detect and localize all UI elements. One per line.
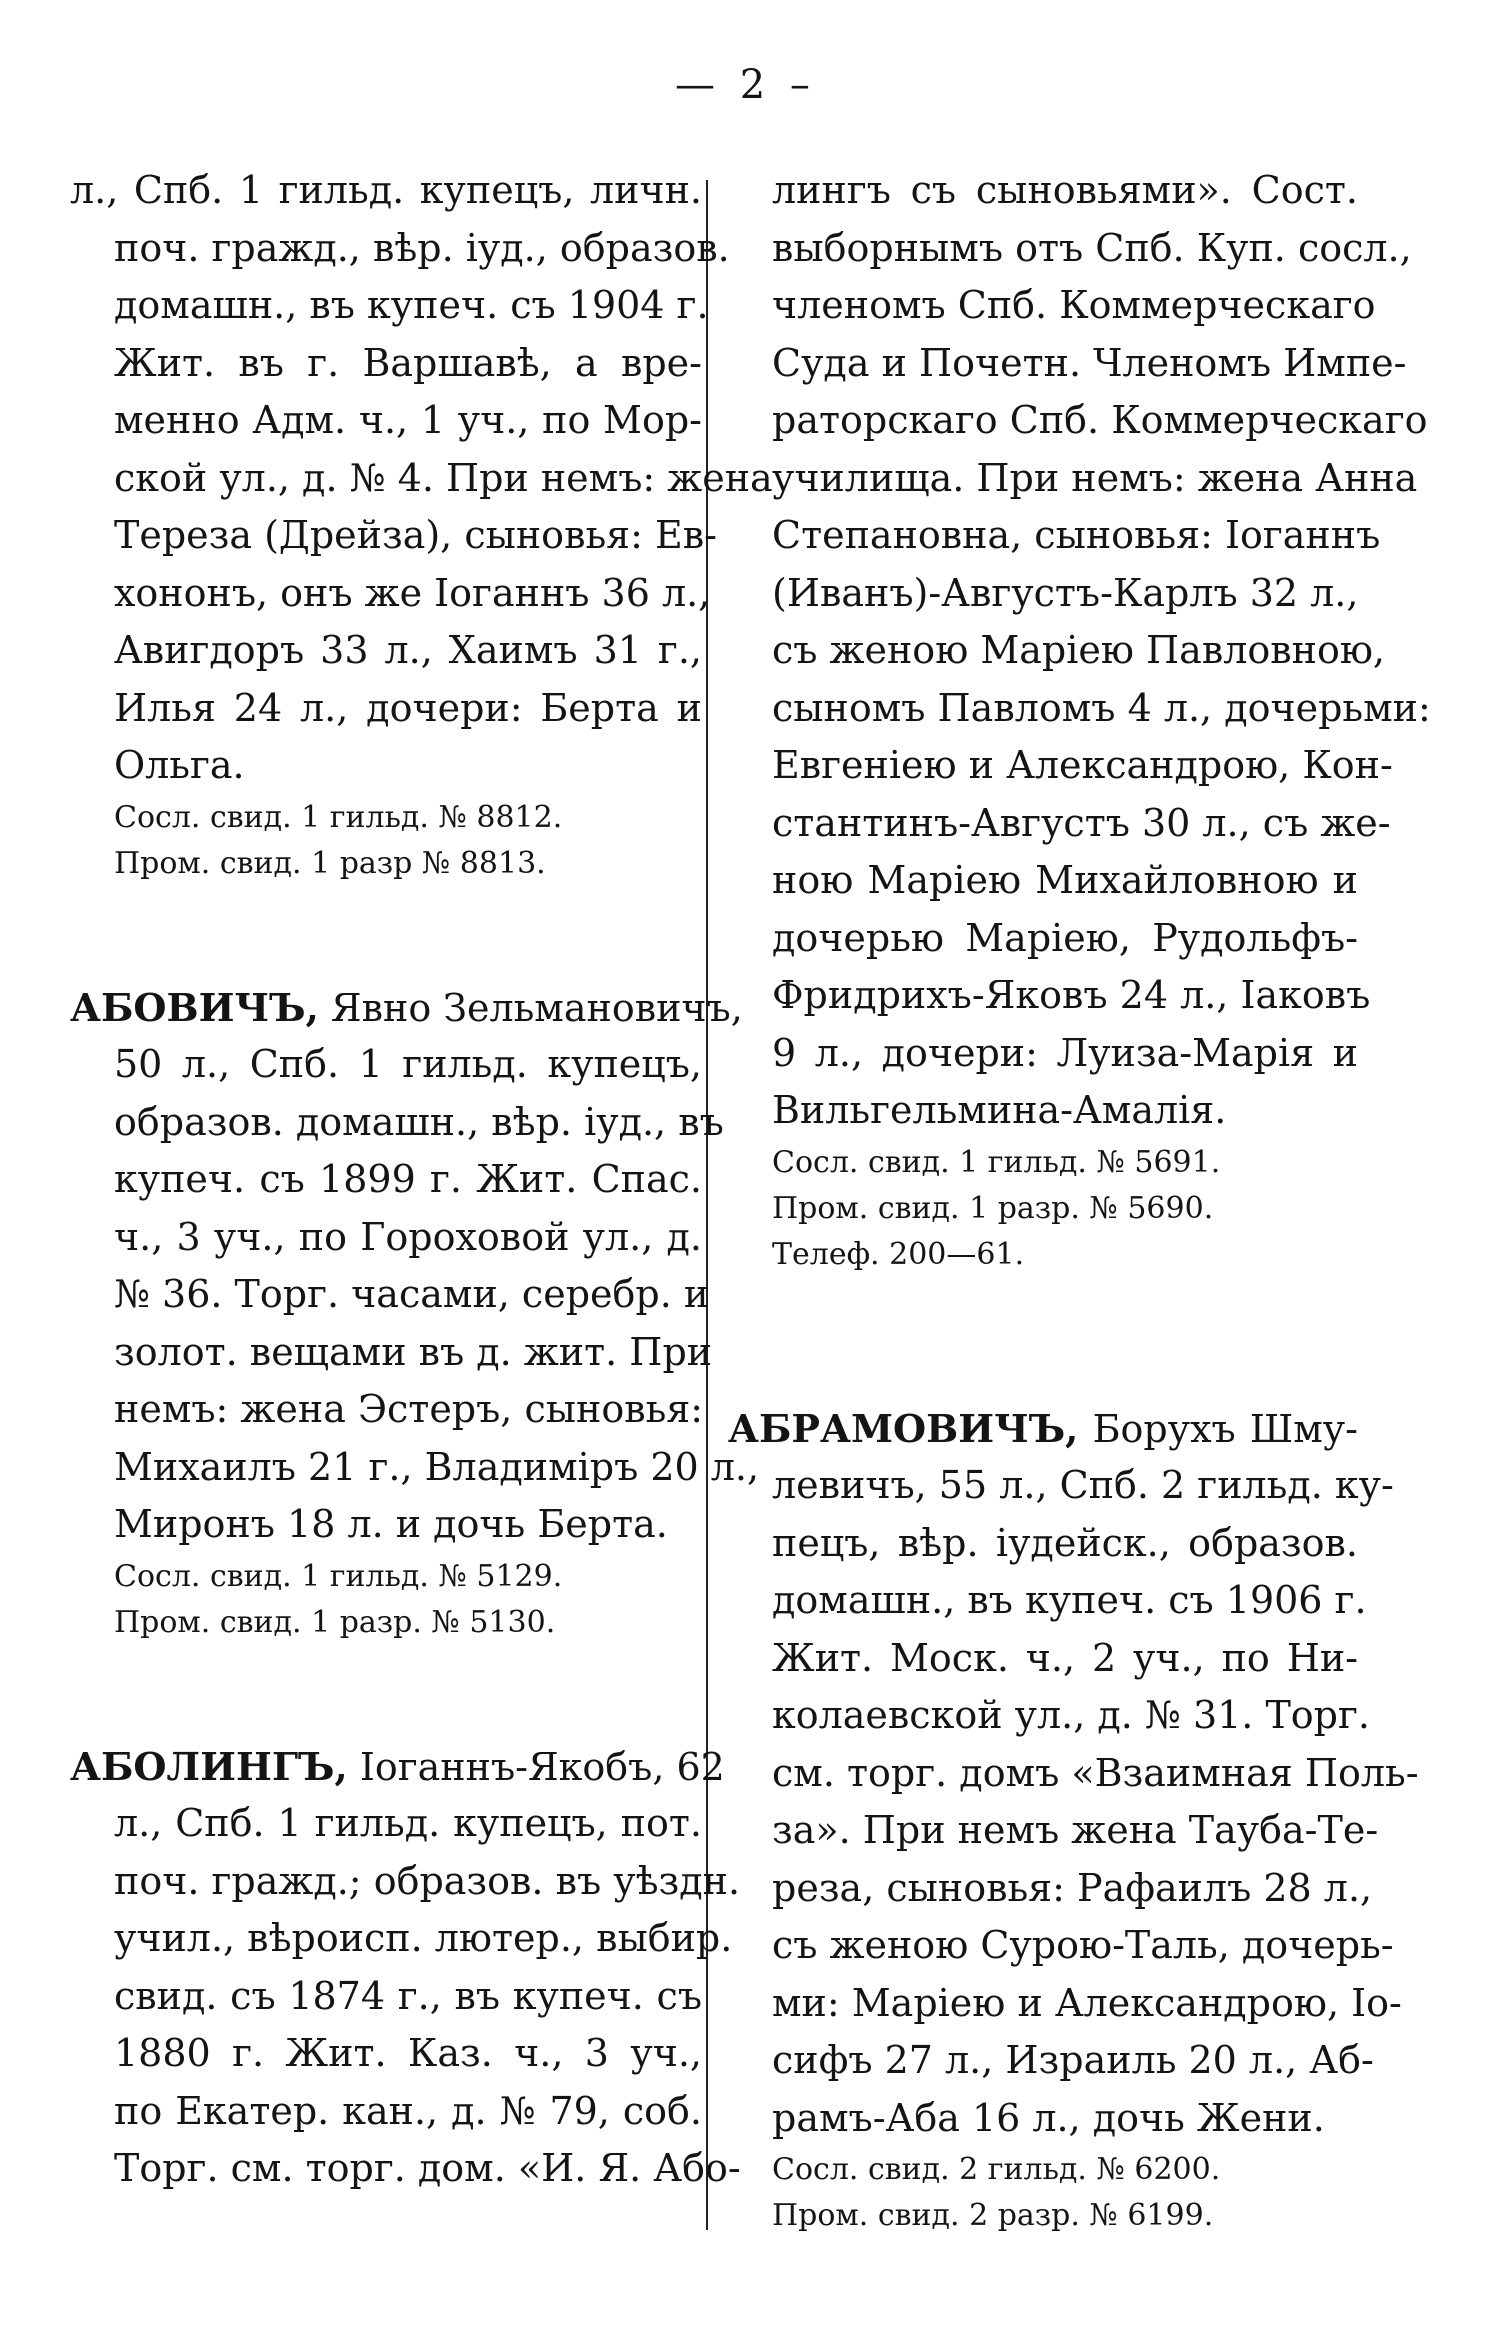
entry-line: раторскаго Спб. Коммерческаго: [772, 398, 1428, 442]
entry-line: поч. гражд., вѣр. іуд., образов.: [114, 225, 730, 270]
entry-line: Фридрихъ-Яковъ 24 л., Іаковъ: [772, 973, 1371, 1017]
certificate-line: Сосл. свид. 2 гильд. № 6200.: [772, 2152, 1221, 2187]
entry-line: Илья 24 л., дочери: Берта и: [114, 685, 702, 730]
entry-line: рамъ-Аба 16 л., дочь Жени.: [772, 2095, 1325, 2140]
entry-line: домашн., въ купеч. съ 1904 г.: [114, 283, 709, 327]
entry-line: сифъ 27 л., Израиль 20 л., Аб-: [772, 2038, 1374, 2082]
entry-line: по Екатер. кан., д. № 79, соб.: [114, 2088, 702, 2133]
right-column: [728, 162, 1431, 2239]
entry-aboling-continued: [728, 162, 1431, 1278]
entry-surname: АБОЛИНГЪ,: [70, 1743, 348, 1789]
entry-line: съ женою Маріею Павловною,: [772, 628, 1386, 672]
entry-line: Суда и Почетн. Членомъ Импе-: [772, 340, 1407, 385]
entry-line: Михаилъ 21 г., Владиміръ 20 л.,: [114, 1444, 760, 1489]
entry-line: домашн., въ купеч. съ 1906 г.: [772, 1578, 1367, 1622]
entry-surname: АБРАМОВИЧЪ,: [728, 1405, 1079, 1451]
entry-line: ми: Маріею и Александрою, Іо-: [772, 1980, 1402, 2025]
entry-line: Вильгельмина-Амалія.: [772, 1088, 1227, 1132]
entry-line: Тереза (Дрейза), сыновья: Ев-: [114, 513, 717, 557]
entry-line: пецъ, вѣр. іудейск., образов.: [772, 1520, 1358, 1565]
entry-line: Борухъ Шму-: [1092, 1406, 1358, 1451]
entry-line: Миронъ 18 л. и дочь Берта.: [114, 1502, 668, 1546]
entry-line: левичъ, 55 л., Спб. 2 гильд. ку-: [772, 1463, 1394, 1507]
entry-line: 9 л., дочери: Луиза-Марія и: [772, 1030, 1358, 1075]
entry-line: Жит. Моск. ч., 2 уч., по Ни-: [772, 1635, 1358, 1680]
entry-line: л., Спб. 1 гильд. купецъ, личн.: [70, 168, 702, 212]
certificate-line: Сосл. свид. 1 гильд. № 5691.: [772, 1144, 1221, 1180]
entry-line: Евгеніею и Александрою, Кон-: [772, 743, 1393, 787]
entry-aboling: [70, 1738, 741, 2198]
entry-line: образов. домашн., вѣр. іуд., въ: [114, 1099, 724, 1144]
entry-line: Авигдоръ 33 л., Хаимъ 31 г.,: [114, 628, 702, 672]
certificate-line: Пром. свид. 1 разр. № 5130.: [114, 1604, 556, 1640]
entry-line: сыномъ Павломъ 4 л., дочерьми:: [772, 685, 1431, 730]
entry-surname: АБОВИЧЪ,: [70, 984, 319, 1030]
certificate-line: Пром. свид. 1 разр. № 5690.: [772, 1190, 1214, 1226]
entry-line: немъ: жена Эстеръ, сыновья:: [114, 1387, 704, 1431]
entry-line: лингъ съ сыновьями». Сост.: [772, 168, 1358, 212]
entry-line: училища. При немъ: жена Анна: [772, 455, 1418, 500]
entry-line: 50 л., Спб. 1 гильд. купецъ,: [114, 1042, 702, 1086]
entry-line: дочерью Маріею, Рудольфъ-: [772, 915, 1358, 960]
entry-line: золот. вещами въ д. жит. При: [114, 1329, 713, 1374]
entry-continued: [70, 162, 773, 887]
entry-line: хононъ, онъ же Іоганнъ 36 л.,: [114, 570, 711, 615]
certificate-line: Сосл. свид. 1 гильд. № 5129.: [114, 1558, 563, 1594]
entry-line: менно Адм. ч., 1 уч., по Мор-: [114, 398, 702, 442]
entry-line: ч., 3 уч., по Гороховой ул., д.: [114, 1214, 702, 1259]
page-number: — 2 –: [675, 62, 816, 108]
certificate-line: Пром. свид. 1 разр № 8813.: [114, 845, 546, 881]
entry-line: Жит. въ г. Варшавѣ, а вре-: [114, 340, 702, 385]
left-column: [70, 162, 773, 2198]
entry-line: стантинъ-Августъ 30 л., съ же-: [772, 800, 1391, 845]
certificate-line: Сосл. свид. 1 гильд. № 8812.: [114, 799, 563, 835]
entry-line: (Иванъ)-Августъ-Карлъ 32 л.,: [772, 570, 1359, 615]
entry-line: поч. гражд.; образов. въ уѣздн.: [114, 1858, 741, 1903]
entry-line: 1880 г. Жит. Каз. ч., 3 уч.,: [114, 2031, 702, 2075]
entry-line: за». При немъ жена Тауба-Те-: [772, 1808, 1379, 1852]
entry-line: Ольга.: [114, 743, 245, 787]
entry-line: колаевской ул., д. № 31. Торг.: [772, 1693, 1370, 1737]
certificate-line: Пром. свид. 2 разр. № 6199.: [772, 2198, 1214, 2233]
entry-line: ской ул., д. № 4. При немъ: жена: [114, 455, 773, 500]
entry-line: см. торг. домъ «Взаимная Поль-: [772, 1750, 1419, 1795]
entry-abovich: [70, 979, 760, 1646]
entry-line: Іоганнъ-Якобъ, 62: [359, 1744, 725, 1789]
entry-line: № 36. Торг. часами, серебр. и: [114, 1272, 710, 1316]
entry-abramovich: [728, 1400, 1419, 2240]
entry-line: Явно Зельмановичъ,: [330, 985, 743, 1030]
entry-line: ною Маріею Михайловною и: [772, 858, 1358, 902]
entry-line: учил., вѣроисп. лютер., выбир.: [114, 1916, 733, 1960]
entry-line: Степановна, сыновья: Іоганнъ: [772, 513, 1381, 557]
entry-line: Торг. см. торг. дом. «И. Я. Або-: [114, 2146, 741, 2190]
entry-line: членомъ Спб. Коммерческаго: [772, 283, 1376, 327]
entry-line: купеч. съ 1899 г. Жит. Спас.: [114, 1157, 702, 1201]
entry-line: свид. съ 1874 г., въ купеч. съ: [114, 1973, 702, 2018]
telephone-line: Телеф. 200—61.: [772, 1236, 1025, 1272]
entry-line: л., Спб. 1 гильд. купецъ, пот.: [114, 1801, 702, 1845]
entry-line: выборнымъ отъ Спб. Куп. сосл.,: [772, 225, 1412, 270]
entry-line: съ женою Сурою-Таль, дочерь-: [772, 1923, 1394, 1967]
entry-line: реза, сыновья: Рафаилъ 28 л.,: [772, 1865, 1373, 1910]
